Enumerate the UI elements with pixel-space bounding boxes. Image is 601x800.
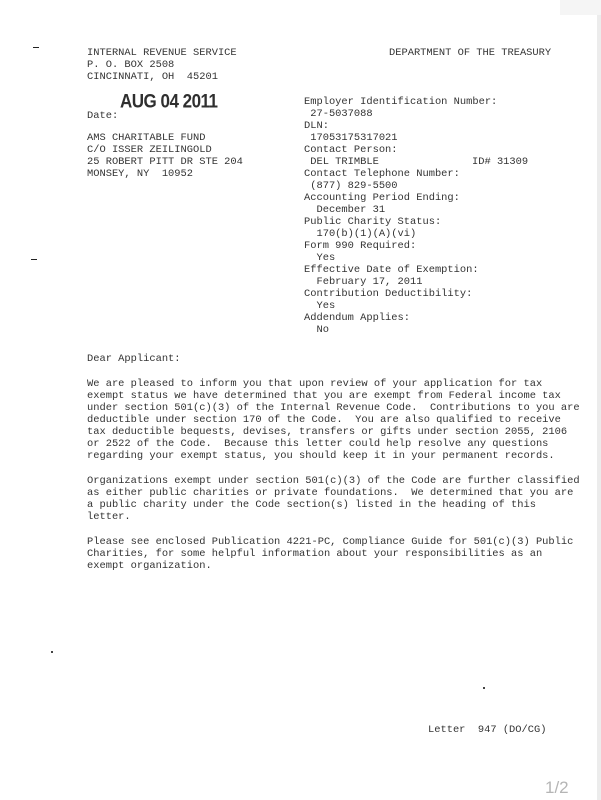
- scan-mark: [31, 259, 37, 260]
- text-line: tax deductible bequests, devises, transfers or gifts under section 2055, 2106: [87, 426, 568, 438]
- text-line: a public charity under the Code section(s) listed in the heading of this: [87, 499, 536, 511]
- text-line: letter.: [87, 511, 131, 523]
- addendum-label: Addendum Applies:: [304, 312, 411, 324]
- ein-value: 27-5037088: [304, 108, 373, 120]
- sender-line-3: CINCINNATI, OH 45201: [87, 71, 218, 83]
- text-line: Charities, for some helpful information about your responsibilities as an: [87, 548, 543, 560]
- text-line: We are pleased to inform you that upon review of your application for tax: [87, 378, 543, 390]
- deductibility-value: Yes: [304, 300, 336, 312]
- scan-speck: [51, 651, 53, 653]
- department-heading: DEPARTMENT OF THE TREASURY: [389, 47, 552, 59]
- effective-date-value: February 17, 2011: [304, 276, 423, 288]
- text-line: or 2522 of the Code. Because this letter could help resolve any questions: [87, 438, 549, 450]
- period-value: December 31: [304, 204, 386, 216]
- form990-label: Form 990 Required:: [304, 240, 417, 252]
- text-line: Please see enclosed Publication 4221-PC, Compliance Guide for 501(c)(3) Public: [87, 536, 574, 548]
- charity-status-value: 170(b)(1)(A)(vi): [304, 228, 417, 240]
- text-line: regarding your exempt status, you should keep it in your permanent records.: [87, 450, 555, 462]
- form990-value: Yes: [304, 252, 336, 264]
- recipient-line-2: C/O ISSER ZEILINGOLD: [87, 144, 212, 156]
- recipient-line-1: AMS CHARITABLE FUND: [87, 132, 206, 144]
- recipient-line-4: MONSEY, NY 10952: [87, 168, 194, 180]
- dln-value: 17053175317021: [304, 132, 398, 144]
- deductibility-label: Contribution Deductibility:: [304, 288, 473, 300]
- period-label: Accounting Period Ending:: [304, 192, 460, 204]
- page-indicator: 1/2: [545, 778, 569, 797]
- salutation: Dear Applicant:: [87, 353, 181, 365]
- contact-id: ID# 31309: [472, 156, 529, 168]
- text-line: Organizations exempt under section 501(c)(3) of the Code are further classified: [87, 475, 580, 487]
- scan-speck: [483, 687, 485, 689]
- dln-label: DLN:: [304, 120, 329, 132]
- sender-line-2: P. O. BOX 2508: [87, 59, 175, 71]
- contact-person-label: Contact Person:: [304, 144, 398, 156]
- phone-label: Contact Telephone Number:: [304, 168, 460, 180]
- addendum-value: No: [304, 324, 329, 336]
- scan-mark: [33, 47, 39, 48]
- text-line: deductible under section 170 of the Code. You are also qualified to receive: [87, 414, 561, 426]
- recipient-line-3: 25 ROBERT PITT DR STE 204: [87, 156, 243, 168]
- text-line: exempt organization.: [87, 560, 212, 572]
- phone-value: (877) 829-5500: [304, 180, 398, 192]
- text-line: under section 501(c)(3) of the Internal Revenue Code. Contributions to you are: [87, 402, 580, 414]
- sender-line-1: INTERNAL REVENUE SERVICE: [87, 47, 237, 59]
- ein-label: Employer Identification Number:: [304, 96, 498, 108]
- charity-status-label: Public Charity Status:: [304, 216, 442, 228]
- contact-person-value: DEL TRIMBLE: [304, 156, 379, 168]
- letter-identifier: Letter 947 (DO/CG): [428, 724, 547, 736]
- date-stamp: AUG 04 2011: [120, 90, 218, 112]
- date-label: Date:: [87, 110, 119, 122]
- effective-date-label: Effective Date of Exemption:: [304, 264, 479, 276]
- text-line: as either public charities or private foundations. We determined that you are: [87, 487, 574, 499]
- viewer-scrollbar[interactable]: [597, 15, 601, 800]
- viewer-top-edge: [560, 0, 601, 15]
- text-line: exempt status we have determined that you are exempt from Federal income tax: [87, 390, 561, 402]
